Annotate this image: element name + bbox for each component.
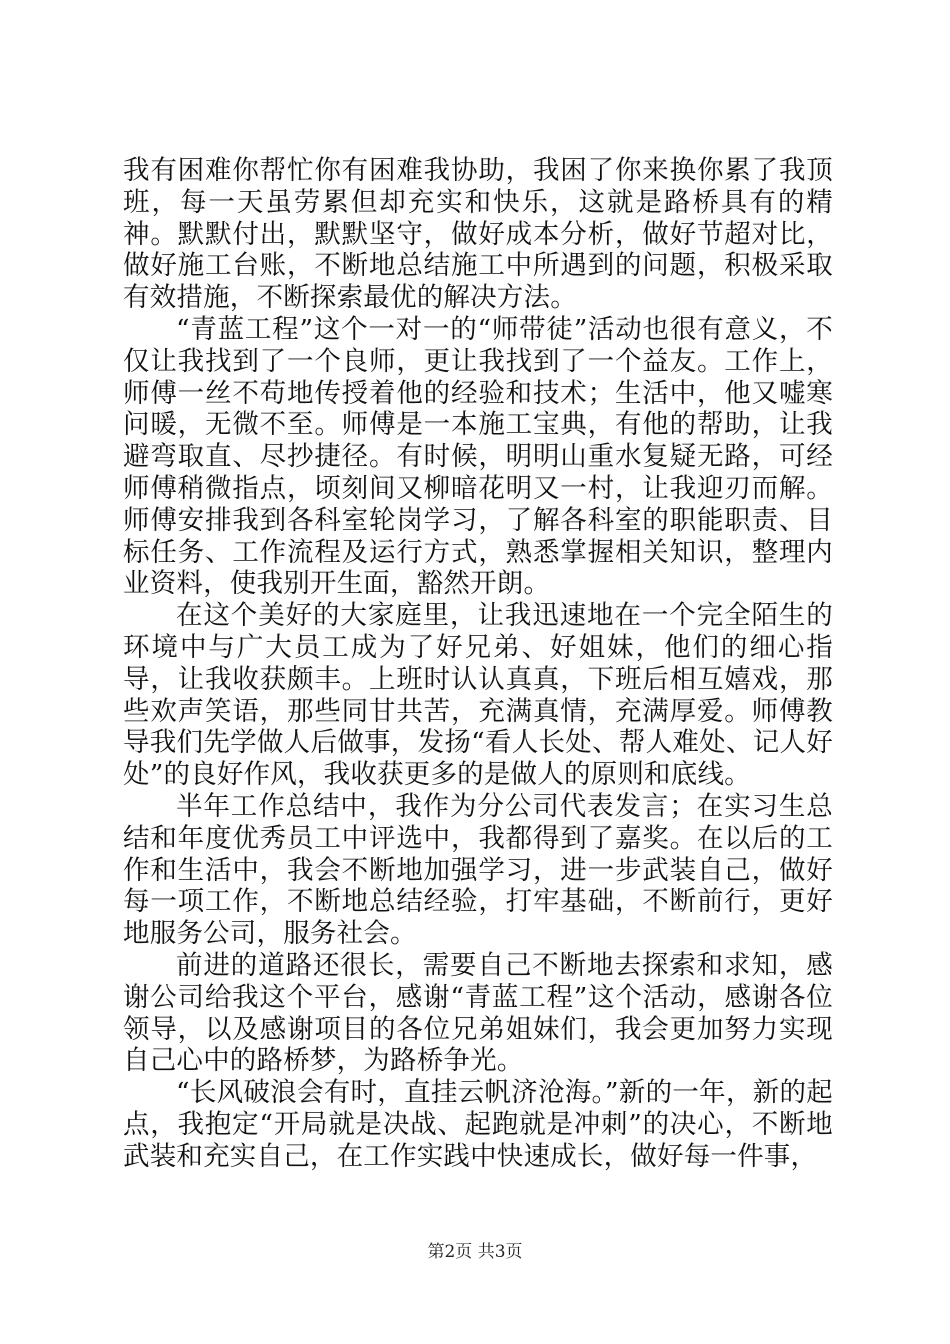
paragraph-4: 半年工作总结中，我作为分公司代表发言；在实习生总结和年度优秀员工中评选中，我都得到了嘉奖。在以后的工作和生活中，我会不断地加强学习，进一步武装自己，做好每一项工作，不断地总结经验，打牢基础，不断前行，更好地服务公司，服务社会。 — [123, 790, 833, 950]
paragraph-3: 在这个美好的大家庭里，让我迅速地在一个完全陌生的环境中与广大员工成为了好兄弟、好姐妹，他们的细心指导，让我收获颇丰。上班时认认真真，下班后相互嬉戏，那些欢声笑语，那些同甘共苦，充满真情，充满厚爱。师傅教导我们先学做人后做事，发扬“看人长处、帮人难处、记人好处”的良好作风，我收获更多的是做人的原则和底线。 — [123, 600, 833, 791]
paragraph-6: “长风破浪会有时，直挂云帆济沧海。”新的一年，新的起点，我抱定“开局就是决战、起跑就是冲刺”的决心，不断地武装和充实自己，在工作实践中快速成长，做好每一件事， — [123, 1077, 833, 1172]
paragraph-1: 我有困难你帮忙你有困难我协助，我困了你来换你累了我顶班，每一天虽劳累但却充实和快乐，这就是路桥具有的精神。默默付出，默默坚守，做好成本分析，做好节超对比，做好施工台账，不断地总结施工中所遇到的问题，积极采取有效措施，不断探索最优的解决方法。 — [123, 155, 833, 314]
paragraph-2: “青蓝工程”这个一对一的“师带徒”活动也很有意义，不仅让我找到了一个良师，更让我找到了一个益友。工作上，师傅一丝不苟地传授着他的经验和技术；生活中，他又嘘寒问暖，无微不至。师傅是一本施工宝典，有他的帮助，让我避弯取直、尽抄捷径。有时候，明明山重水复疑无路，可经师傅稍微指点，顷刻间又柳暗花明又一村，让我迎刃而解。师傅安排我到各科室轮岗学习，了解各科室的职能职责、目标任务、工作流程及运行方式，熟悉掌握相关知识，整理内业资料，使我别开生面，豁然开朗。 — [123, 313, 833, 600]
document-body — [123, 155, 833, 1173]
paragraph-5: 前进的道路还很长，需要自己不断地去探索和求知，感谢公司给我这个平台，感谢“青蓝工程”这个活动，感谢各位领导，以及感谢项目的各位兄弟姐妹们，我会更加努力实现自己心中的路桥梦，为路桥争光。 — [123, 949, 833, 1077]
page-number-footer: 第2页 共3页 — [427, 1242, 523, 1262]
